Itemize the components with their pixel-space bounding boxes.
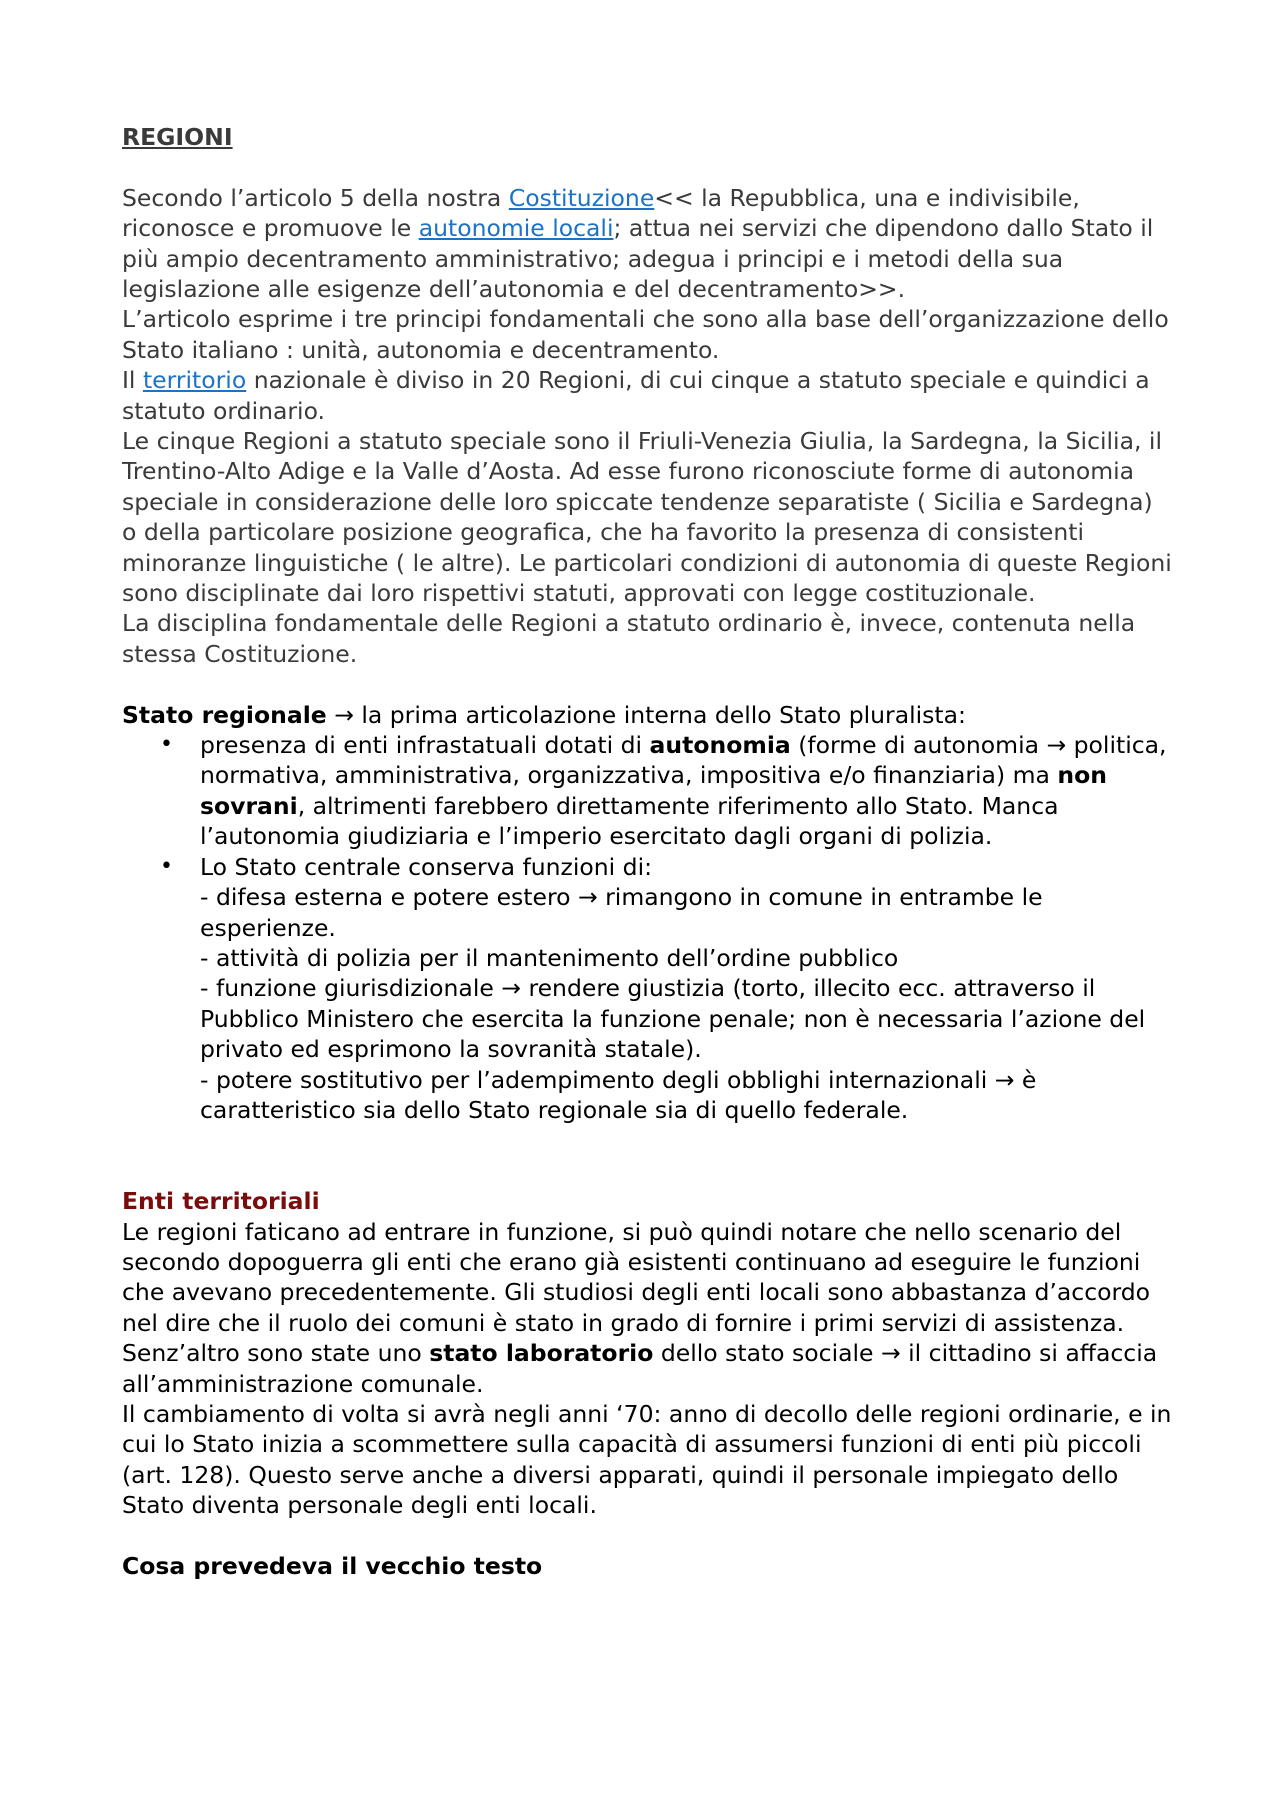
list-text: presenza di enti infrastatuali dotati di — [200, 731, 650, 760]
intro-text: nazionale è diviso in 20 Regioni, di cui cinque a statuto speciale e quindici a statuto ordinario. — [122, 366, 1150, 425]
section-heading-vecchio-testo: Cosa prevedeva il vecchio testo — [122, 1552, 543, 1581]
function-item: - difesa esterna e potere estero → rimangono in comune in entrambe le esperienze. — [200, 883, 1043, 942]
list-bold-text: autonomia — [649, 731, 791, 760]
intro-text: << la Repubblica, una e indivisibile, riconosce e promuove le — [122, 183, 1080, 243]
enti-paragraph-2: Il cambiamento di volta si avrà negli anni ‘70: anno di decollo delle regioni ordinarie, e in cui lo Stato inizia a scommettere sulla capacità di assumersi funzioni di enti più piccoli (art. 128). Questo serve anche a diversi apparati, quindi il personale impiegato dello Stato diventa personale degli enti locali. — [122, 1400, 1172, 1520]
list-text: Lo Stato centrale conserva funzioni di: — [200, 852, 653, 881]
function-item: - attività di polizia per il mantenimento dell’ordine pubblico — [200, 943, 899, 972]
list-bold-text: non sovrani — [200, 761, 1107, 820]
enti-bold-text: stato laboratorio — [429, 1339, 654, 1368]
intro-text: Secondo l’articolo 5 della nostra — [122, 183, 509, 212]
list-item — [122, 730, 1172, 852]
intro-paragraph-2: L’articolo esprime i tre principi fondamentali che sono alla base dell’organizzazione dello Stato italiano : unità, autonomia e decentramento. — [122, 305, 1169, 364]
link-autonomie-locali[interactable]: autonomie locali — [418, 214, 614, 243]
link-costituzione[interactable]: Costituzione — [508, 183, 655, 212]
intro-text: Il — [122, 366, 143, 395]
definition-text: → la prima articolazione interna dello Stato pluralista: — [326, 700, 966, 729]
intro-paragraph-5: La disciplina fondamentale delle Regioni a statuto ordinario è, invece, contenuta nella stessa Costituzione. — [122, 609, 1136, 668]
stato-regionale-definition — [122, 700, 1172, 730]
stato-regionale-list — [122, 730, 1172, 1125]
stato-regionale-term: Stato regionale — [122, 700, 327, 729]
link-territorio[interactable]: territorio — [142, 366, 247, 395]
intro-text: ; attua nei servizi che dipendono dallo Stato il più ampio decentramento amministrativo; adegua i principi e i metodi della sua legislazione alle esigenze dell’autonomia e del decentramento>>. — [122, 214, 1154, 303]
bullet-icon: • — [160, 853, 173, 879]
page-title: REGIONI — [122, 123, 233, 151]
enti-paragraph-1 — [122, 1217, 1172, 1399]
list-item — [122, 852, 1172, 1126]
intro-paragraph-1 — [122, 183, 1172, 305]
intro-paragraph-4: Le cinque Regioni a statuto speciale sono il Friuli-Venezia Giulia, la Sardegna, la Sicilia, il Trentino-Alto Adige e la Valle d’Aosta. Ad esse furono riconosciute forme di autonomia speciale in considerazione delle loro spiccate tendenze separatiste ( Sicilia e Sardegna) o della particolare posizione geografica, che ha favorito la presenza di consistenti minoranze linguistiche ( le altre). Le particolari condizioni di autonomia di queste Regioni sono disciplinate dai loro rispettivi statuti, approvati con legge costituzionale. — [122, 427, 1172, 608]
function-item: - potere sostitutivo per l’adempimento degli obblighi internazionali → è caratteristico sia dello Stato regionale sia di quello federale. — [200, 1065, 1037, 1124]
enti-text: Le regioni faticano ad entrare in funzione, si può quindi notare che nello scenario del secondo dopoguerra gli enti che erano già esistenti continuano ad eseguire le funzioni che avevano precedentemente. Gli studiosi degli enti locali sono abbastanza d’accordo nel dire che il ruolo dei comuni è stato in grado di fornire i primi servizi di assistenza. Senz’altro sono state uno — [122, 1217, 1151, 1368]
bullet-icon: • — [160, 732, 173, 758]
list-text: , altrimenti farebbero direttamente riferimento allo Stato. Manca l’autonomia giudiziaria e l’imperio esercitato dagli organi di polizia. — [200, 791, 1059, 851]
list-text: (forme di autonomia → politica, normativa, amministrativa, organizzativa, impositiva e/o finanziaria) ma — [200, 731, 1167, 790]
section-heading-enti-territoriali: Enti territoriali — [122, 1187, 320, 1216]
function-item: - funzione giurisdizionale → rendere giustizia (torto, illecito ecc. attraverso il Pubblico Ministero che esercita la funzione penale; non è necessaria l’azione del privato ed esprimono la sovranità statale). — [200, 974, 1146, 1064]
enti-text: dello stato sociale → il cittadino si affaccia all’amministrazione comunale. — [122, 1339, 1158, 1398]
intro-paragraph-3 — [122, 365, 1172, 426]
document-body — [122, 122, 1172, 1581]
